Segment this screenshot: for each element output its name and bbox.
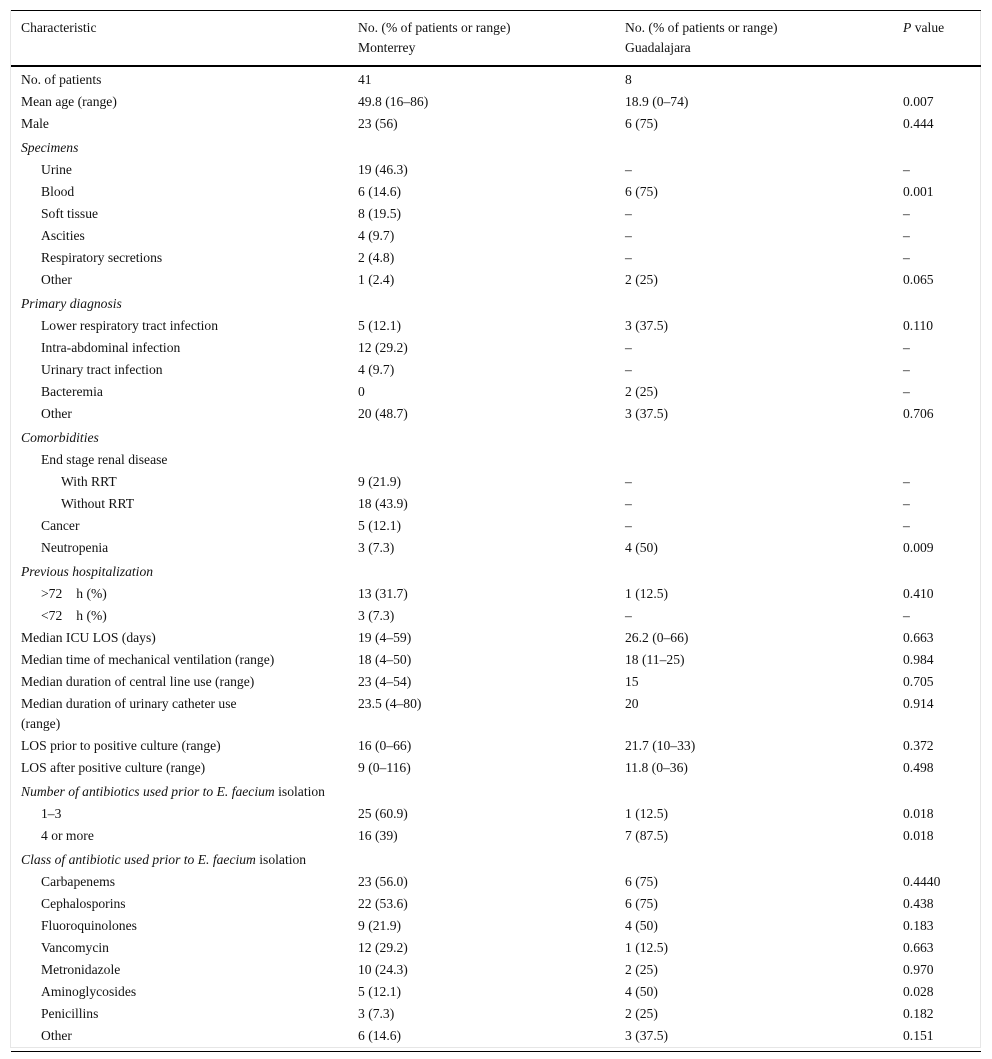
cell-monterrey: 12 (29.2) bbox=[358, 940, 408, 955]
cell-p-value: 0.001 bbox=[903, 184, 934, 199]
table-row bbox=[11, 803, 981, 825]
row-label-threshold: <72 bbox=[41, 608, 63, 623]
table-row bbox=[11, 159, 981, 181]
cell-p-value: 0.970 bbox=[903, 962, 934, 977]
row-label: Male bbox=[21, 116, 49, 131]
table-row bbox=[11, 915, 981, 937]
cell-monterrey: 5 (12.1) bbox=[358, 518, 402, 533]
cell-guadalajara: 1 (12.5) bbox=[625, 586, 669, 601]
cell-guadalajara: 6 (75) bbox=[625, 896, 658, 911]
cell-p-value: 0.018 bbox=[903, 806, 934, 821]
cell-monterrey: 9 (21.9) bbox=[358, 918, 402, 933]
cell-guadalajara: 11.8 (0–36) bbox=[625, 760, 688, 775]
cell-p-value: – bbox=[903, 340, 910, 355]
table-row bbox=[11, 1003, 981, 1025]
table-row bbox=[11, 627, 981, 649]
cell-guadalajara: – bbox=[625, 250, 632, 265]
section-title-text: Class of antibiotic used prior to E. faecium bbox=[21, 852, 256, 867]
cell-p-value: – bbox=[903, 228, 910, 243]
cell-p-value: 0.028 bbox=[903, 984, 934, 999]
row-label: Lower respiratory tract infection bbox=[41, 318, 219, 333]
row-label: Vancomycin bbox=[41, 940, 109, 955]
header-monterrey-line1: No. (% of patients or range) bbox=[358, 20, 511, 35]
row-label: 4 or more bbox=[41, 828, 94, 843]
cell-monterrey: 0 bbox=[358, 384, 365, 399]
cell-monterrey: 41 bbox=[358, 72, 372, 87]
section-title bbox=[11, 847, 981, 871]
header-guadalajara-line1: No. (% of patients or range) bbox=[625, 20, 778, 35]
table-row bbox=[11, 649, 981, 671]
cell-monterrey: 6 (14.6) bbox=[358, 184, 402, 199]
row-label: With RRT bbox=[61, 474, 117, 489]
patient-characteristics-table bbox=[11, 10, 981, 1052]
row-label: Carbapenems bbox=[41, 874, 115, 889]
cell-p-value: – bbox=[903, 362, 910, 377]
cell-p-value: – bbox=[903, 384, 910, 399]
row-label bbox=[11, 605, 348, 627]
cell-guadalajara: 4 (50) bbox=[625, 984, 658, 999]
cell-p-value: 0.151 bbox=[903, 1028, 934, 1043]
cell-guadalajara bbox=[615, 449, 893, 471]
cell-guadalajara: 4 (50) bbox=[625, 918, 658, 933]
cell-monterrey: 4 (9.7) bbox=[358, 362, 395, 377]
row-label: LOS after positive culture (range) bbox=[21, 760, 206, 775]
cell-monterrey: 3 (7.3) bbox=[358, 540, 395, 555]
row-label: Neutropenia bbox=[41, 540, 109, 555]
cell-p-value: 0.009 bbox=[903, 540, 934, 555]
cell-monterrey: 2 (4.8) bbox=[358, 250, 395, 265]
section-row bbox=[11, 425, 981, 449]
section-title-tail: isolation bbox=[274, 784, 325, 799]
table-row bbox=[11, 225, 981, 247]
table-row bbox=[11, 735, 981, 757]
cell-guadalajara: 8 bbox=[625, 72, 632, 87]
cell-p-value: – bbox=[903, 206, 910, 221]
table-row bbox=[11, 1025, 981, 1052]
cell-p-value: 0.984 bbox=[903, 652, 934, 667]
header-row bbox=[11, 11, 981, 67]
section-title-text: Comorbidities bbox=[21, 430, 99, 445]
cell-monterrey: 3 (7.3) bbox=[358, 1006, 395, 1021]
table-row bbox=[11, 937, 981, 959]
cell-guadalajara: 2 (25) bbox=[625, 1006, 658, 1021]
header-p-value bbox=[893, 11, 981, 67]
table-row bbox=[11, 981, 981, 1003]
header-monterrey-line2: Monterrey bbox=[358, 40, 416, 55]
row-label: End stage renal disease bbox=[41, 452, 168, 467]
table-header bbox=[11, 11, 981, 67]
header-guadalajara-line2: Guadalajara bbox=[625, 40, 691, 55]
row-label: Mean age (range) bbox=[21, 94, 117, 109]
cell-monterrey: 5 (12.1) bbox=[358, 318, 402, 333]
table-row bbox=[11, 113, 981, 135]
cell-p-value: 0.018 bbox=[903, 828, 934, 843]
row-label-threshold: >72 bbox=[41, 586, 63, 601]
row-label: Aminoglycosides bbox=[41, 984, 137, 999]
table-row bbox=[11, 269, 981, 291]
section-row bbox=[11, 135, 981, 159]
cell-p-value: 0.498 bbox=[903, 760, 934, 775]
row-label: Other bbox=[41, 406, 72, 421]
cell-p-value: – bbox=[903, 162, 910, 177]
table-row bbox=[11, 671, 981, 693]
row-label: Median ICU LOS (days) bbox=[21, 630, 156, 645]
cell-p-value: 0.182 bbox=[903, 1006, 934, 1021]
table-row bbox=[11, 359, 981, 381]
table-row bbox=[11, 471, 981, 493]
row-label-unit: h (%) bbox=[76, 586, 107, 601]
cell-monterrey: 8 (19.5) bbox=[358, 206, 402, 221]
cell-monterrey bbox=[348, 449, 615, 471]
cell-p-value: 0.110 bbox=[903, 318, 934, 333]
cell-guadalajara: – bbox=[625, 518, 632, 533]
section-title bbox=[11, 291, 981, 315]
row-label: Cancer bbox=[41, 518, 80, 533]
cell-p-value: – bbox=[903, 496, 910, 511]
cell-p-value: – bbox=[903, 518, 910, 533]
row-label: Bacteremia bbox=[41, 384, 103, 399]
cell-p-value: 0.914 bbox=[903, 696, 934, 711]
row-label: Metronidazole bbox=[41, 962, 121, 977]
cell-p-value: 0.444 bbox=[903, 116, 934, 131]
cell-p-value: 0.410 bbox=[903, 586, 934, 601]
table-row bbox=[11, 959, 981, 981]
table-row bbox=[11, 91, 981, 113]
cell-guadalajara: – bbox=[625, 474, 632, 489]
table-row bbox=[11, 66, 981, 91]
cell-monterrey: 20 (48.7) bbox=[358, 406, 408, 421]
table-row bbox=[11, 403, 981, 425]
cell-guadalajara: – bbox=[625, 162, 632, 177]
cell-guadalajara: 26.2 (0–66) bbox=[625, 630, 689, 645]
cell-p-value: – bbox=[903, 474, 910, 489]
table-row bbox=[11, 893, 981, 915]
table-row bbox=[11, 825, 981, 847]
cell-monterrey: 16 (39) bbox=[358, 828, 398, 843]
cell-monterrey: 1 (2.4) bbox=[358, 272, 395, 287]
cell-guadalajara: – bbox=[625, 362, 632, 377]
row-label: Without RRT bbox=[61, 496, 135, 511]
cell-monterrey: 23 (56.0) bbox=[358, 874, 408, 889]
cell-monterrey: 5 (12.1) bbox=[358, 984, 402, 999]
table-row bbox=[11, 181, 981, 203]
section-row bbox=[11, 779, 981, 803]
cell-p-value: 0.705 bbox=[903, 674, 934, 689]
section-title-text: Number of antibiotics used prior to E. faecium bbox=[21, 784, 275, 799]
cell-guadalajara: – bbox=[625, 608, 632, 623]
section-title bbox=[11, 779, 981, 803]
section-title bbox=[11, 559, 981, 583]
cell-guadalajara: – bbox=[625, 340, 632, 355]
cell-monterrey: 23 (4–54) bbox=[358, 674, 412, 689]
cell-monterrey: 19 (4–59) bbox=[358, 630, 412, 645]
cell-guadalajara: 1 (12.5) bbox=[625, 806, 669, 821]
table-row bbox=[11, 203, 981, 225]
header-monterrey bbox=[348, 11, 615, 67]
cell-p-value: – bbox=[903, 608, 910, 623]
cell-p-value: 0.007 bbox=[903, 94, 934, 109]
cell-p-value: 0.438 bbox=[903, 896, 934, 911]
row-label: Penicillins bbox=[41, 1006, 99, 1021]
cell-guadalajara: 6 (75) bbox=[625, 184, 658, 199]
cell-monterrey: 13 (31.7) bbox=[358, 586, 408, 601]
section-title bbox=[11, 425, 981, 449]
cell-guadalajara: 3 (37.5) bbox=[625, 1028, 669, 1043]
row-label: No. of patients bbox=[21, 72, 102, 87]
row-label-line2: (range) bbox=[21, 716, 61, 731]
section-title-text: Previous hospitalization bbox=[21, 564, 154, 579]
cell-guadalajara: 1 (12.5) bbox=[625, 940, 669, 955]
table-row bbox=[11, 605, 981, 627]
row-label bbox=[11, 693, 348, 735]
cell-monterrey: 3 (7.3) bbox=[358, 608, 395, 623]
cell-monterrey: 16 (0–66) bbox=[358, 738, 412, 753]
cell-monterrey: 49.8 (16–86) bbox=[358, 94, 429, 109]
cell-monterrey: 23 (56) bbox=[358, 116, 398, 131]
row-label-line1: Median duration of urinary catheter use bbox=[21, 696, 237, 711]
cell-monterrey: 23.5 (4–80) bbox=[358, 696, 422, 711]
table-row bbox=[11, 871, 981, 893]
cell-guadalajara: 4 (50) bbox=[625, 540, 658, 555]
row-label: Other bbox=[41, 1028, 72, 1043]
header-characteristic: Characteristic bbox=[21, 20, 97, 35]
cell-guadalajara: 3 (37.5) bbox=[625, 406, 669, 421]
cell-guadalajara: – bbox=[625, 496, 632, 511]
cell-monterrey: 9 (0–116) bbox=[358, 760, 411, 775]
cell-p-value: 0.183 bbox=[903, 918, 934, 933]
cell-guadalajara: 18.9 (0–74) bbox=[625, 94, 689, 109]
cell-guadalajara: – bbox=[625, 206, 632, 221]
cell-guadalajara: 7 (87.5) bbox=[625, 828, 669, 843]
section-row bbox=[11, 559, 981, 583]
cell-monterrey: 18 (4–50) bbox=[358, 652, 412, 667]
row-label: Fluoroquinolones bbox=[41, 918, 137, 933]
table-row bbox=[11, 515, 981, 537]
row-label: Median duration of central line use (range) bbox=[21, 674, 255, 689]
cell-p-value: 0.663 bbox=[903, 940, 934, 955]
row-label: Blood bbox=[41, 184, 75, 199]
section-title bbox=[11, 135, 981, 159]
cell-guadalajara: 2 (25) bbox=[625, 384, 658, 399]
cell-monterrey: 9 (21.9) bbox=[358, 474, 402, 489]
row-label: LOS prior to positive culture (range) bbox=[21, 738, 221, 753]
cell-monterrey: 12 (29.2) bbox=[358, 340, 408, 355]
cell-monterrey: 25 (60.9) bbox=[358, 806, 408, 821]
table-row bbox=[11, 693, 981, 735]
cell-monterrey: 4 (9.7) bbox=[358, 228, 395, 243]
row-label: Cephalosporins bbox=[41, 896, 126, 911]
cell-guadalajara: 3 (37.5) bbox=[625, 318, 669, 333]
table-row bbox=[11, 381, 981, 403]
section-row bbox=[11, 291, 981, 315]
cell-p-value bbox=[893, 66, 981, 91]
table-row bbox=[11, 337, 981, 359]
cell-guadalajara: 20 bbox=[625, 696, 639, 711]
header-p-rest: value bbox=[911, 20, 945, 35]
table-row bbox=[11, 757, 981, 779]
cell-monterrey: 19 (46.3) bbox=[358, 162, 408, 177]
cell-p-value: 0.372 bbox=[903, 738, 934, 753]
row-label-unit: h (%) bbox=[76, 608, 107, 623]
cell-monterrey: 18 (43.9) bbox=[358, 496, 408, 511]
cell-guadalajara: – bbox=[625, 228, 632, 243]
section-row bbox=[11, 847, 981, 871]
row-label: Soft tissue bbox=[41, 206, 99, 221]
table-row bbox=[11, 315, 981, 337]
row-label: 1–3 bbox=[41, 806, 62, 821]
row-label bbox=[11, 583, 348, 605]
table-row bbox=[11, 583, 981, 605]
table-row bbox=[11, 537, 981, 559]
cell-guadalajara: 2 (25) bbox=[625, 962, 658, 977]
header-p-italic: P bbox=[903, 20, 912, 35]
cell-p-value: – bbox=[903, 250, 910, 265]
table-row bbox=[11, 247, 981, 269]
table-body bbox=[11, 66, 981, 1052]
cell-guadalajara: 6 (75) bbox=[625, 874, 658, 889]
cell-monterrey: 6 (14.6) bbox=[358, 1028, 402, 1043]
cell-guadalajara: 6 (75) bbox=[625, 116, 658, 131]
cell-monterrey: 10 (24.3) bbox=[358, 962, 408, 977]
table-row bbox=[11, 493, 981, 515]
cell-monterrey: 22 (53.6) bbox=[358, 896, 408, 911]
section-title-text: Primary diagnosis bbox=[21, 296, 122, 311]
row-label: Ascities bbox=[41, 228, 85, 243]
cell-p-value: 0.663 bbox=[903, 630, 934, 645]
cell-guadalajara: 21.7 (10–33) bbox=[625, 738, 696, 753]
section-title-text: Specimens bbox=[21, 140, 79, 155]
cell-p-value: 0.065 bbox=[903, 272, 934, 287]
row-label: Urinary tract infection bbox=[41, 362, 163, 377]
cell-p-value: 0.706 bbox=[903, 406, 934, 421]
header-guadalajara bbox=[615, 11, 893, 67]
cell-guadalajara: 15 bbox=[625, 674, 639, 689]
row-label: Intra-abdominal infection bbox=[41, 340, 181, 355]
cell-guadalajara: 2 (25) bbox=[625, 272, 658, 287]
row-label: Urine bbox=[41, 162, 72, 177]
row-label: Respiratory secretions bbox=[41, 250, 163, 265]
cell-guadalajara: 18 (11–25) bbox=[625, 652, 685, 667]
cell-p-value: 0.4440 bbox=[903, 874, 941, 889]
section-title-tail: isolation bbox=[255, 852, 307, 867]
cell-p-value bbox=[893, 449, 981, 471]
table-row bbox=[11, 449, 981, 471]
row-label: Other bbox=[41, 272, 72, 287]
row-label: Median time of mechanical ventilation (range) bbox=[21, 652, 275, 667]
